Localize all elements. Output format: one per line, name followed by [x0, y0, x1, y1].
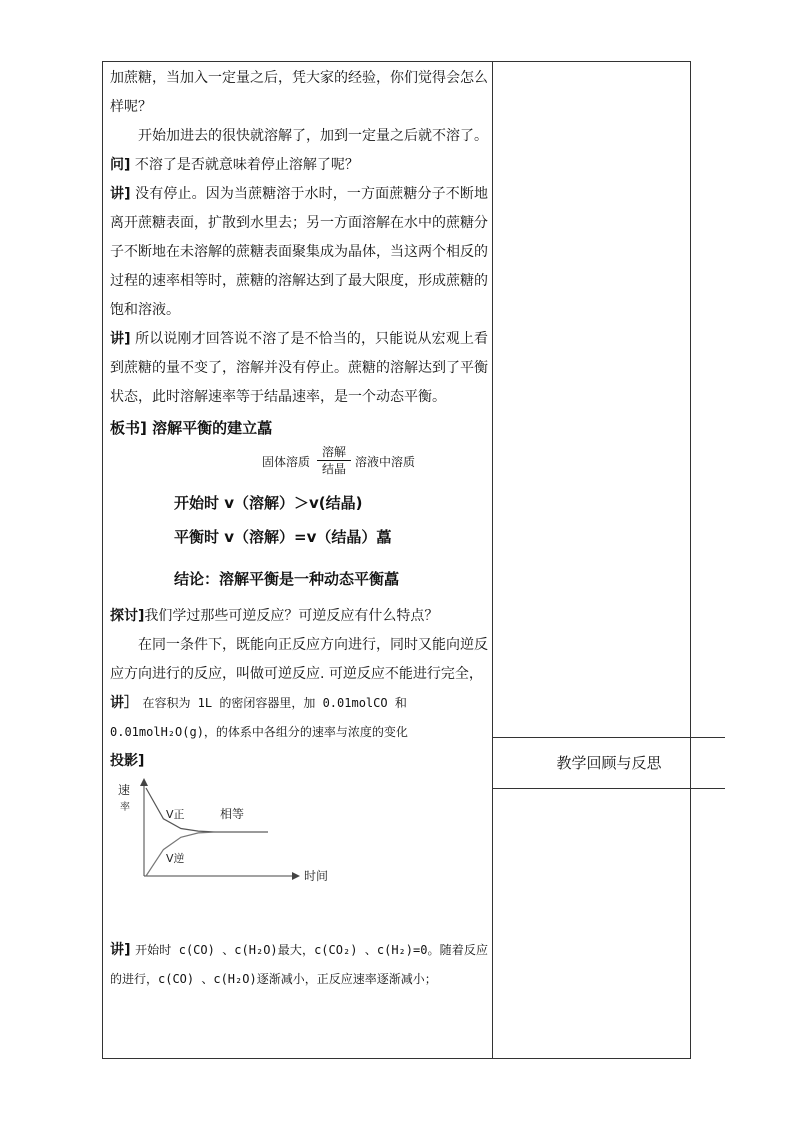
reflection-bottom-rule: [493, 788, 725, 789]
explain-text-1: 没有停止。因为当蔗糖溶于水时，一方面蔗糖分子不断地离开蔗糖表面，扩散到水里去；另一方面溶解在水中的蔗糖分子不断地在未溶解的蔗糖表面聚集成为晶体，当这两个相反的过程的速率相等时，蔗糖的溶解达到了最大限度，形成蔗糖的饱和溶液。: [110, 186, 489, 318]
eq-dissolve: 溶解: [317, 444, 351, 461]
balance-rate-line: 平衡时 v（溶解）=v（结晶）藠: [174, 528, 392, 546]
board-heading: 板书] 溶解平衡的建立藠: [110, 419, 273, 437]
equal-annotation: 相等: [220, 807, 245, 821]
conclusion-line: 结论：溶解平衡是一种动态平衡藠: [174, 570, 400, 588]
x-axis-label: 时间: [304, 869, 329, 883]
x-axis-arrow: [292, 872, 300, 880]
lesson-content: [110, 64, 488, 994]
paragraph-5: [110, 325, 488, 412]
tag-explain: 讲]: [110, 186, 131, 202]
question-text: 不溶了是否就意味着停止溶解了呢？: [134, 157, 359, 173]
paragraph-10: [110, 936, 488, 994]
reflection-label: 教学回顾与反思: [556, 754, 662, 772]
y-axis-label: 速: [118, 783, 131, 797]
y-axis-arrow: [140, 778, 148, 786]
tag-question: 问]: [110, 157, 131, 173]
explain-text-3a: 在容积为 1L 的密闭容器里，加 0.01molCO 和: [142, 696, 407, 710]
eq-solution: 溶液中溶质: [355, 455, 416, 469]
paragraph-6: [110, 602, 488, 631]
paragraph-4: [110, 180, 488, 325]
explain-text-4: 开始时 c(CO) 、c(H₂O)最大，c(CO₂) 、c(H₂)=0。随着反应的进行，c(CO) 、c(H₂O)逐渐减小，正反应速率逐渐减小；: [110, 943, 488, 986]
rate-chart-svg: [110, 776, 488, 926]
paragraph-2: 开始加进去的很快就溶解了，加到一定量之后就不溶了。: [138, 128, 488, 144]
column-divider: [492, 61, 493, 1059]
start-rate-line: 开始时 v（溶解）＞v(结晶): [174, 494, 363, 512]
reverse-rate-label: V逆: [166, 852, 185, 865]
tag-discuss: 探讨]: [110, 608, 145, 624]
tag-explain: 讲］: [110, 695, 138, 711]
projection-tag: 投影]: [110, 753, 145, 769]
paragraph-7: 在同一条件下，既能向正反应方向进行，同时又能向逆反应方向进行的反应，叫做可逆反应. 可逆反应不能进行完全，: [110, 637, 488, 682]
y-axis-label-2: 率: [120, 802, 130, 813]
eq-arrow: [317, 444, 351, 477]
series-line-2: [146, 832, 268, 876]
discuss-text: 我们学过那些可逆反应？可逆反应有什么特点？: [144, 608, 439, 624]
paragraph-8: [110, 689, 488, 718]
rate-time-chart: [110, 776, 488, 926]
dissolution-equation: [110, 446, 488, 480]
eq-crystallize: 结晶: [321, 462, 346, 476]
tag-explain: 讲]: [110, 942, 131, 958]
forward-rate-label: V正: [166, 808, 185, 821]
paragraph-3: [110, 151, 488, 180]
series-line-1: [146, 788, 268, 832]
explain-text-2: 所以说刚才回答说不溶了是不恰当的，只能说从宏观上看到蔗糖的量不变了，溶解并没有停止。蔗糖的溶解达到了平衡状态，此时溶解速率等于结晶速率，是一个动态平衡。: [110, 331, 489, 405]
paragraph-1: 加蔗糖，当加入一定量之后，凭大家的经验，你们觉得会怎么样呢？: [110, 70, 488, 115]
eq-solid: 固体溶质: [262, 455, 311, 469]
tag-explain: 讲]: [110, 331, 131, 347]
paragraph-8b: 0.01molH₂O(g)，的体系中各组分的速率与浓度的变化: [110, 725, 408, 739]
